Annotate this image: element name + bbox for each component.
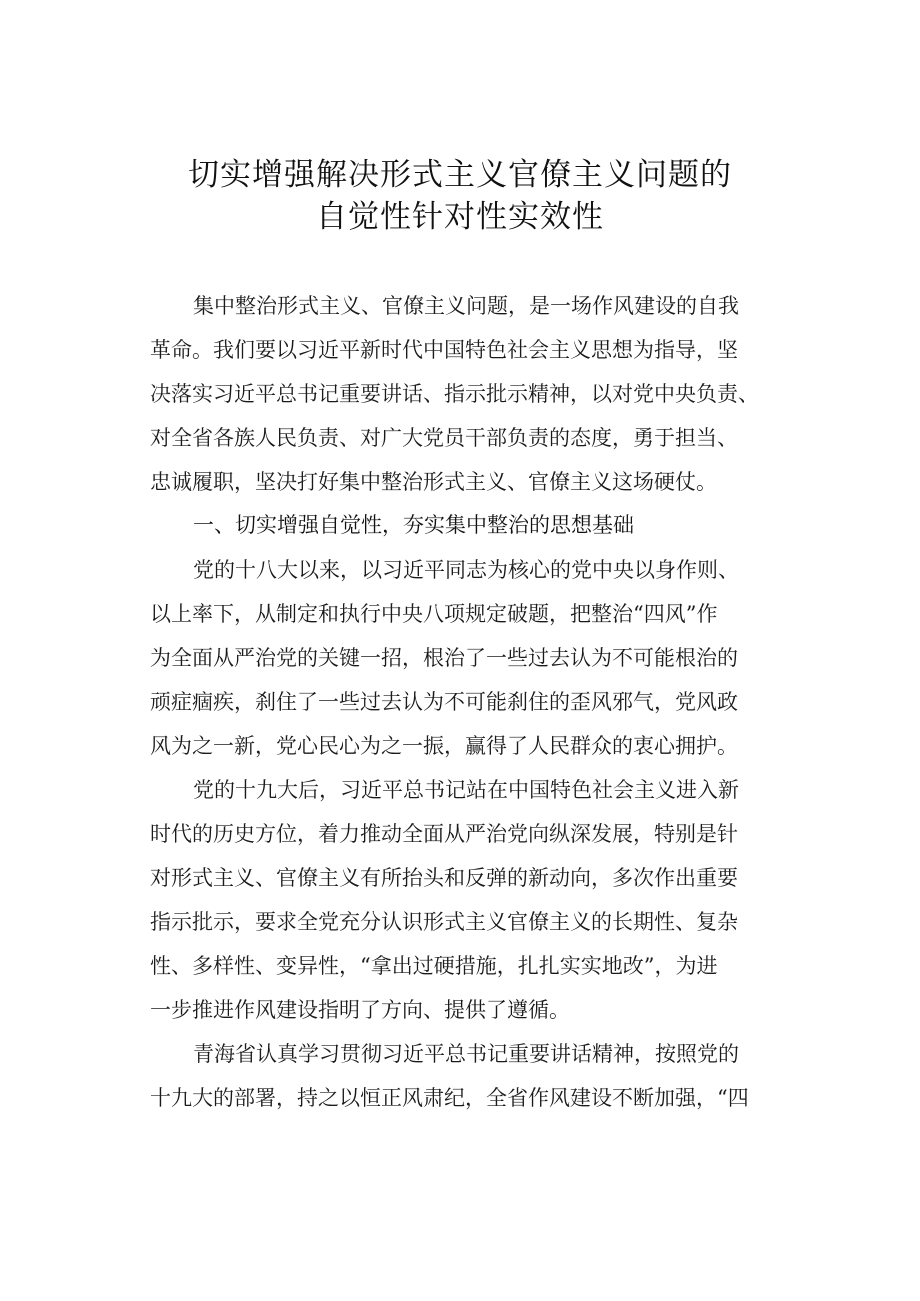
paragraph-3-line: 指示批示，要求全党充分认识形式主义官僚主义的长期性、复杂 [150,910,738,934]
paragraph-1-line: 革命。我们要以习近平新时代中国特色社会主义思想为指导，坚 [150,338,738,362]
paragraph-2-line: 顽症痼疾，刹住了一些过去认为不可能刹住的歪风邪气，党风政 [150,690,738,714]
document-title-line-1: 切实增强解决形式主义官僚主义问题的 [188,157,732,193]
paragraph-4-line: 青海省认真学习贯彻习近平总书记重要讲话精神，按照党的 [193,1042,739,1066]
paragraph-1-line: 忠诚履职，坚决打好集中整治形式主义、官僚主义这场硬仗。 [150,470,717,494]
paragraph-3-line: 性、多样性、变异性，“拿出过硬措施，扎扎实实地改”，为进 [150,954,718,978]
paragraph-4-line: 十九大的部署，持之以恒正风肃纪，全省作风建设不断加强，“四 [150,1086,749,1110]
paragraph-1-line: 对全省各族人民负责、对广大党员干部负责的态度，勇于担当、 [150,426,738,450]
paragraph-3-line: 对形式主义、官僚主义有所抬头和反弹的新动向，多次作出重要 [150,866,738,890]
paragraph-3-line: 党的十九大后，习近平总书记站在中国特色社会主义进入新 [193,778,739,802]
document-title-line-2: 自觉性针对性实效性 [316,199,604,235]
paragraph-2-line: 风为之一新，党心民心为之一振，赢得了人民群众的衷心拥护。 [150,734,738,758]
paragraph-2-line: 为全面从严治党的关键一招，根治了一些过去认为不可能根治的 [150,646,738,670]
paragraph-2-line: 以上率下，从制定和执行中央八项规定破题，把整治“四风”作 [150,602,718,626]
paragraph-3-line: 时代的历史方位，着力推动全面从严治党向纵深发展，特别是针 [150,822,738,846]
paragraph-2-line: 党的十八大以来，以习近平同志为核心的党中央以身作则、 [193,558,739,582]
paragraph-3-line: 一步推进作风建设指明了方向、提供了遵循。 [150,998,570,1022]
paragraph-1-line: 决落实习近平总书记重要讲话、指示批示精神，以对党中央负责、 [150,382,759,406]
section-heading: 一、切实增强自觉性，夯实集中整治的思想基础 [193,513,634,537]
paragraph-1-line: 集中整治形式主义、官僚主义问题，是一场作风建设的自我 [193,294,739,318]
